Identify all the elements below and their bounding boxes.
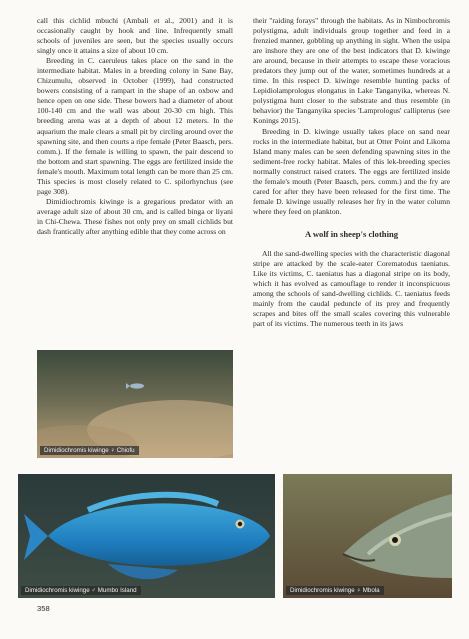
photo-mumbo-image bbox=[18, 474, 275, 598]
photo-chiofu-image bbox=[37, 350, 233, 458]
left-paragraph-2: Breeding in C. caeruleus takes place on the sand in the intermediate habitat. Males in a breeding colony in Sane Bay, Chizumulu, observed in October (1999), had constructed bowers consisting of a rampart in the shape of an oxbow and hence open on one side. These bowers had a diameter of about 100-140 cm and the wall was about 20-30 cm high. This breeding arena was at a depth of about 12 meters. In the aquarium the male clears a small pit by circling around over the spawning site, and then courts a ripe female (Peter Baasch, pers. comm.). If the female is willing to spawn, the pair descend to the bottom and start spawning. The eggs are fertilized inside the female's mouth. Maximum total length can be more than 25 cm. This species is most closely related to C. spilorhynchus (see page 308). bbox=[37, 56, 233, 196]
photo-mbola-image bbox=[283, 474, 452, 598]
right-paragraph-2: Breeding in D. kiwinge usually takes place on sand near rocks in the intermediate habitat, but at Otter Point and Likoma Island many males can be seen defending spawning sites in the sediment-free rocky habitat. Males of this lek-breeding species normally construct raised craters. The eggs are fertilized inside the female's mouth (Peter Baasch, pers. comm.) and the fry are cared for after they have been released for the first time. The female D. kiwinge usually releases her fry in the water column where they feed on plankton. bbox=[253, 126, 450, 216]
photo-caption-mumbo: Dimidiochromis kiwinge ♂ Mumbo Island bbox=[21, 586, 141, 595]
page-number: 358 bbox=[37, 604, 50, 613]
right-paragraph-1: their "raiding forays" through the habitats. As in Nimbochromis polystigma, adult individuals group together and feed in a frenzied manner, gobbling up anything in sight. When the usipa are inshore they are one of the best indicators that D. kiwinge are around, because in their attempts to escape these voracious predators they jump out of the water, sometimes hundreds at a time. In this respect D. kiwinge resemble hunting packs of Lepidiolamprologus elongatus in Lake Tanganyika, whereas N. polystigma hunt closer to the substrate and thus resemble (in behavior) the Tanganyika species 'Lamprologus' callipterus (see Konings 2015). bbox=[253, 16, 450, 126]
right-paragraph-3: All the sand-dwelling species with the characteristic diagonal stripe are attacked by the scale-eater Corematodus taeniatus. Like its victims, C. taeniatus has a diagonal stripe on its body, which it has evolved as camouflage to render it inconspicuous among the schools of sand-dwelling cichlids. C. taeniatus feeds mainly from the caudal peduncle of its prey and frequently scrapes and bites off the small scales covering this vulnerable part of its victims. The numerous teeth in its jaws bbox=[253, 248, 450, 329]
photo-female-mbola bbox=[283, 474, 452, 598]
left-text-column bbox=[37, 16, 233, 237]
photo-caption-mbola: Dimidiochromis kiwinge ♀ Mbola bbox=[286, 586, 384, 595]
section-heading: A wolf in sheep's clothing bbox=[304, 228, 399, 239]
left-paragraph-1: call this cichlid mbuchi (Ambali et al., 2001) and it is occasionally caught by hook and line. Infrequently small schools of juveniles are seen, but the species usually occurs singly once it attains a size of about 10 cm. bbox=[37, 16, 233, 56]
left-paragraph-3: Dimidiochromis kiwinge is a gregarious predator with an average adult size of about 30 cm, and is called binga or liyani in Chi-Chewa. These fishes not only prey on small cichlids but dash frantically after anything edible that they come across on bbox=[37, 196, 233, 236]
photo-female-chiofu bbox=[37, 350, 233, 458]
photo-male-mumbo-island bbox=[18, 474, 275, 598]
right-text-column bbox=[253, 16, 450, 329]
photo-caption-chiofu: Dimidiochromis kiwinge ♀ Chiofu bbox=[40, 446, 139, 455]
